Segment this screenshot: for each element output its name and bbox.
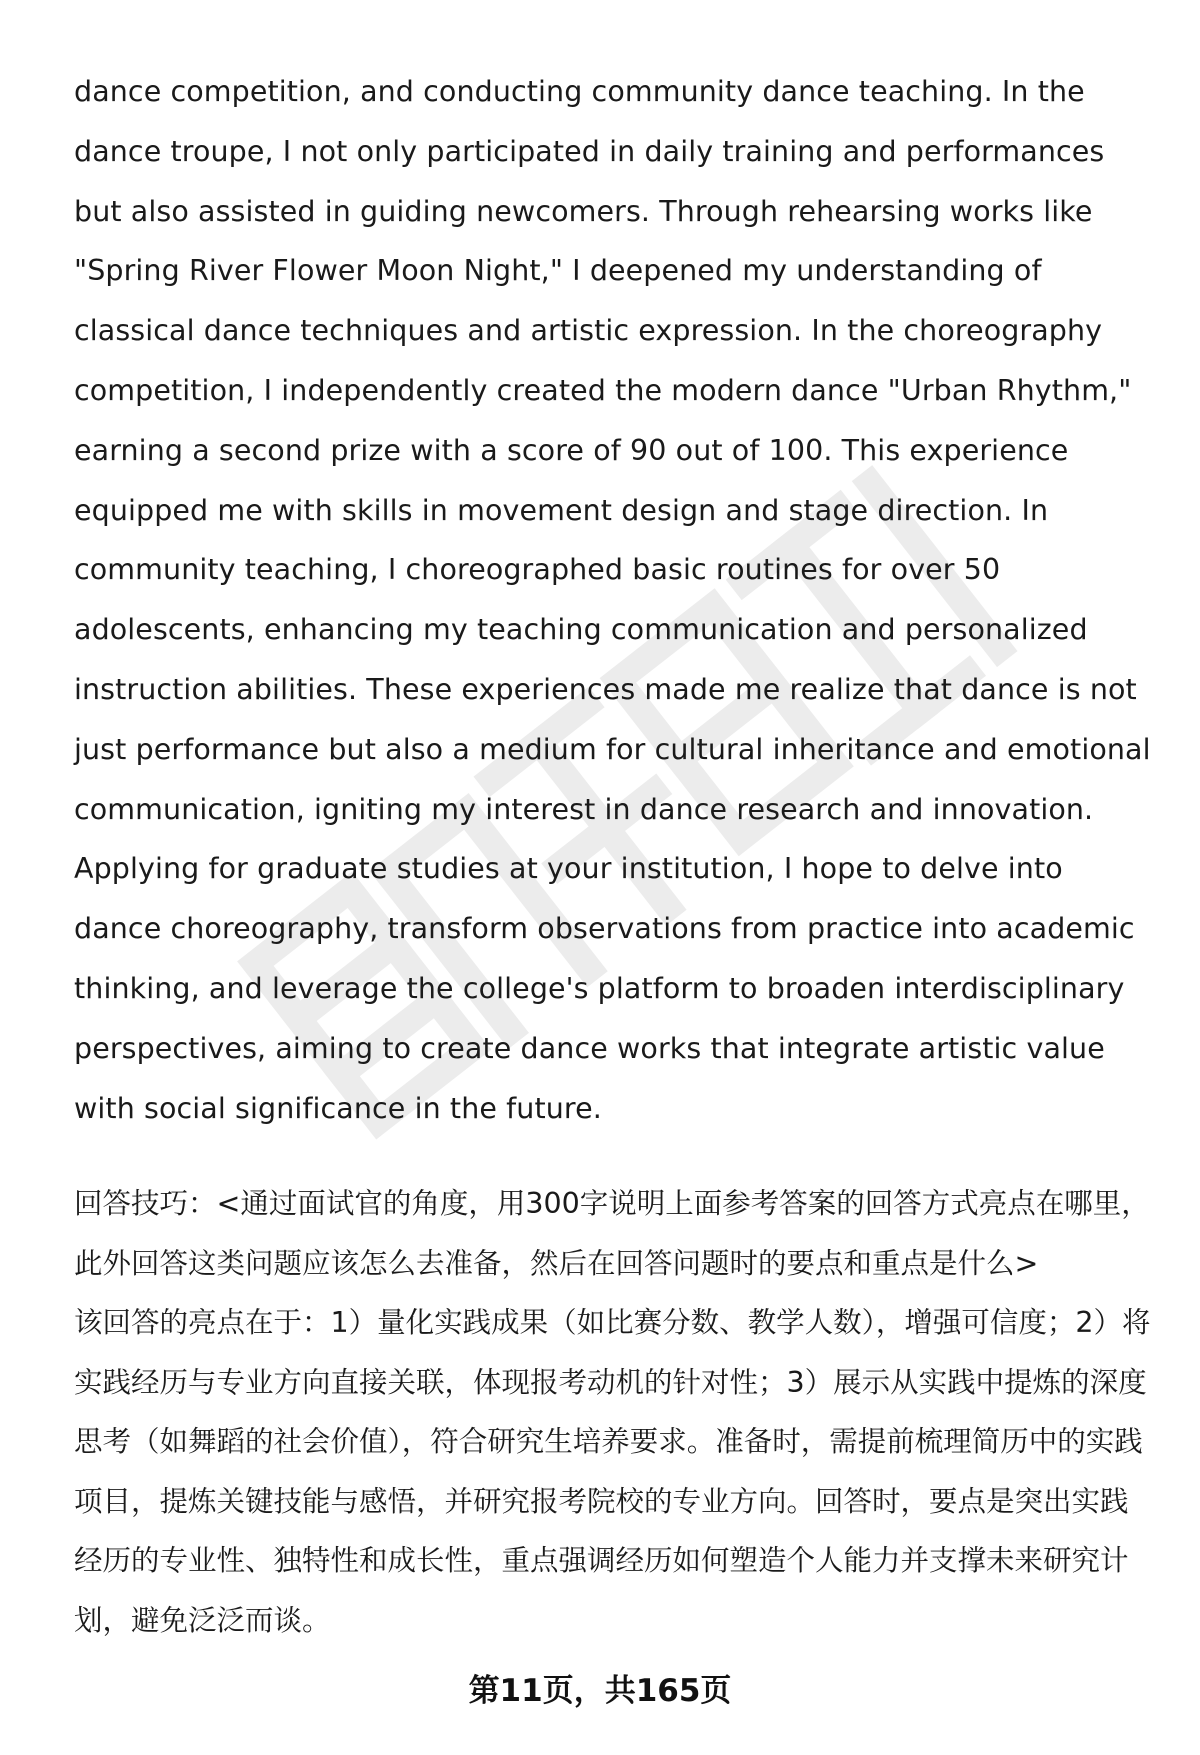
answer-tips-text: 该回答的亮点在于：1）量化实践成果（如比赛分数、教学人数），增强可信度；2）将实践经历与专业方向直接关联，体现报考动机的针对性；3）展示从实践中提炼的深度思考（如舞蹈的社会价值），符合研究生培养要求。准备时，需提前梳理简历中的实践项目，提炼关键技能与感悟，并研究报考院校的专业方向。回答时，要点是突出实践经历的专业性、独特性和成长性，重点强调经历如何塑造个人能力并支撑未来研究计划，避免泛泛而谈。 xyxy=(74,1306,1151,1637)
answer-tips-prompt: 回答技巧：<通过面试官的角度，用300字说明上面参考答案的回答方式亮点在哪里，此外回答这类问题应该怎么去准备，然后在回答问题时的要点和重点是什么> xyxy=(74,1187,1150,1280)
page-content xyxy=(74,62,1154,1650)
page-number-indicator: 第11页，共165页 xyxy=(468,1673,732,1709)
answer-tips-section xyxy=(74,1174,1154,1650)
reference-answer-text: dance competition, and conducting community dance teaching. In the dance troupe, I not only participated in daily training and performances but also assisted in guiding newcomers. Through rehearsing works like "Spring River Flower Moon Night," I deepened my understanding of classical dance techniques and artistic expression. In the choreography competition, I independently created the modern dance "Urban Rhythm," earning a second prize with a score of 90 out of 100. This experience equipped me with skills in movement design and stage direction. In community teaching, I choreographed basic routines for over 50 adolescents, enhancing my teaching communication and personalized instruction abilities. These experiences made me realize that dance is not just performance but also a medium for cultural inheritance and emotional communication, igniting my interest in dance research and innovation. Applying for graduate studies at your institution, I hope to delve into dance choreography, transform observations from practice into academic thinking, and leverage the college's platform to broaden interdisciplinary perspectives, aiming to create dance works that integrate artistic value with social significance in the future. xyxy=(74,75,1151,1125)
